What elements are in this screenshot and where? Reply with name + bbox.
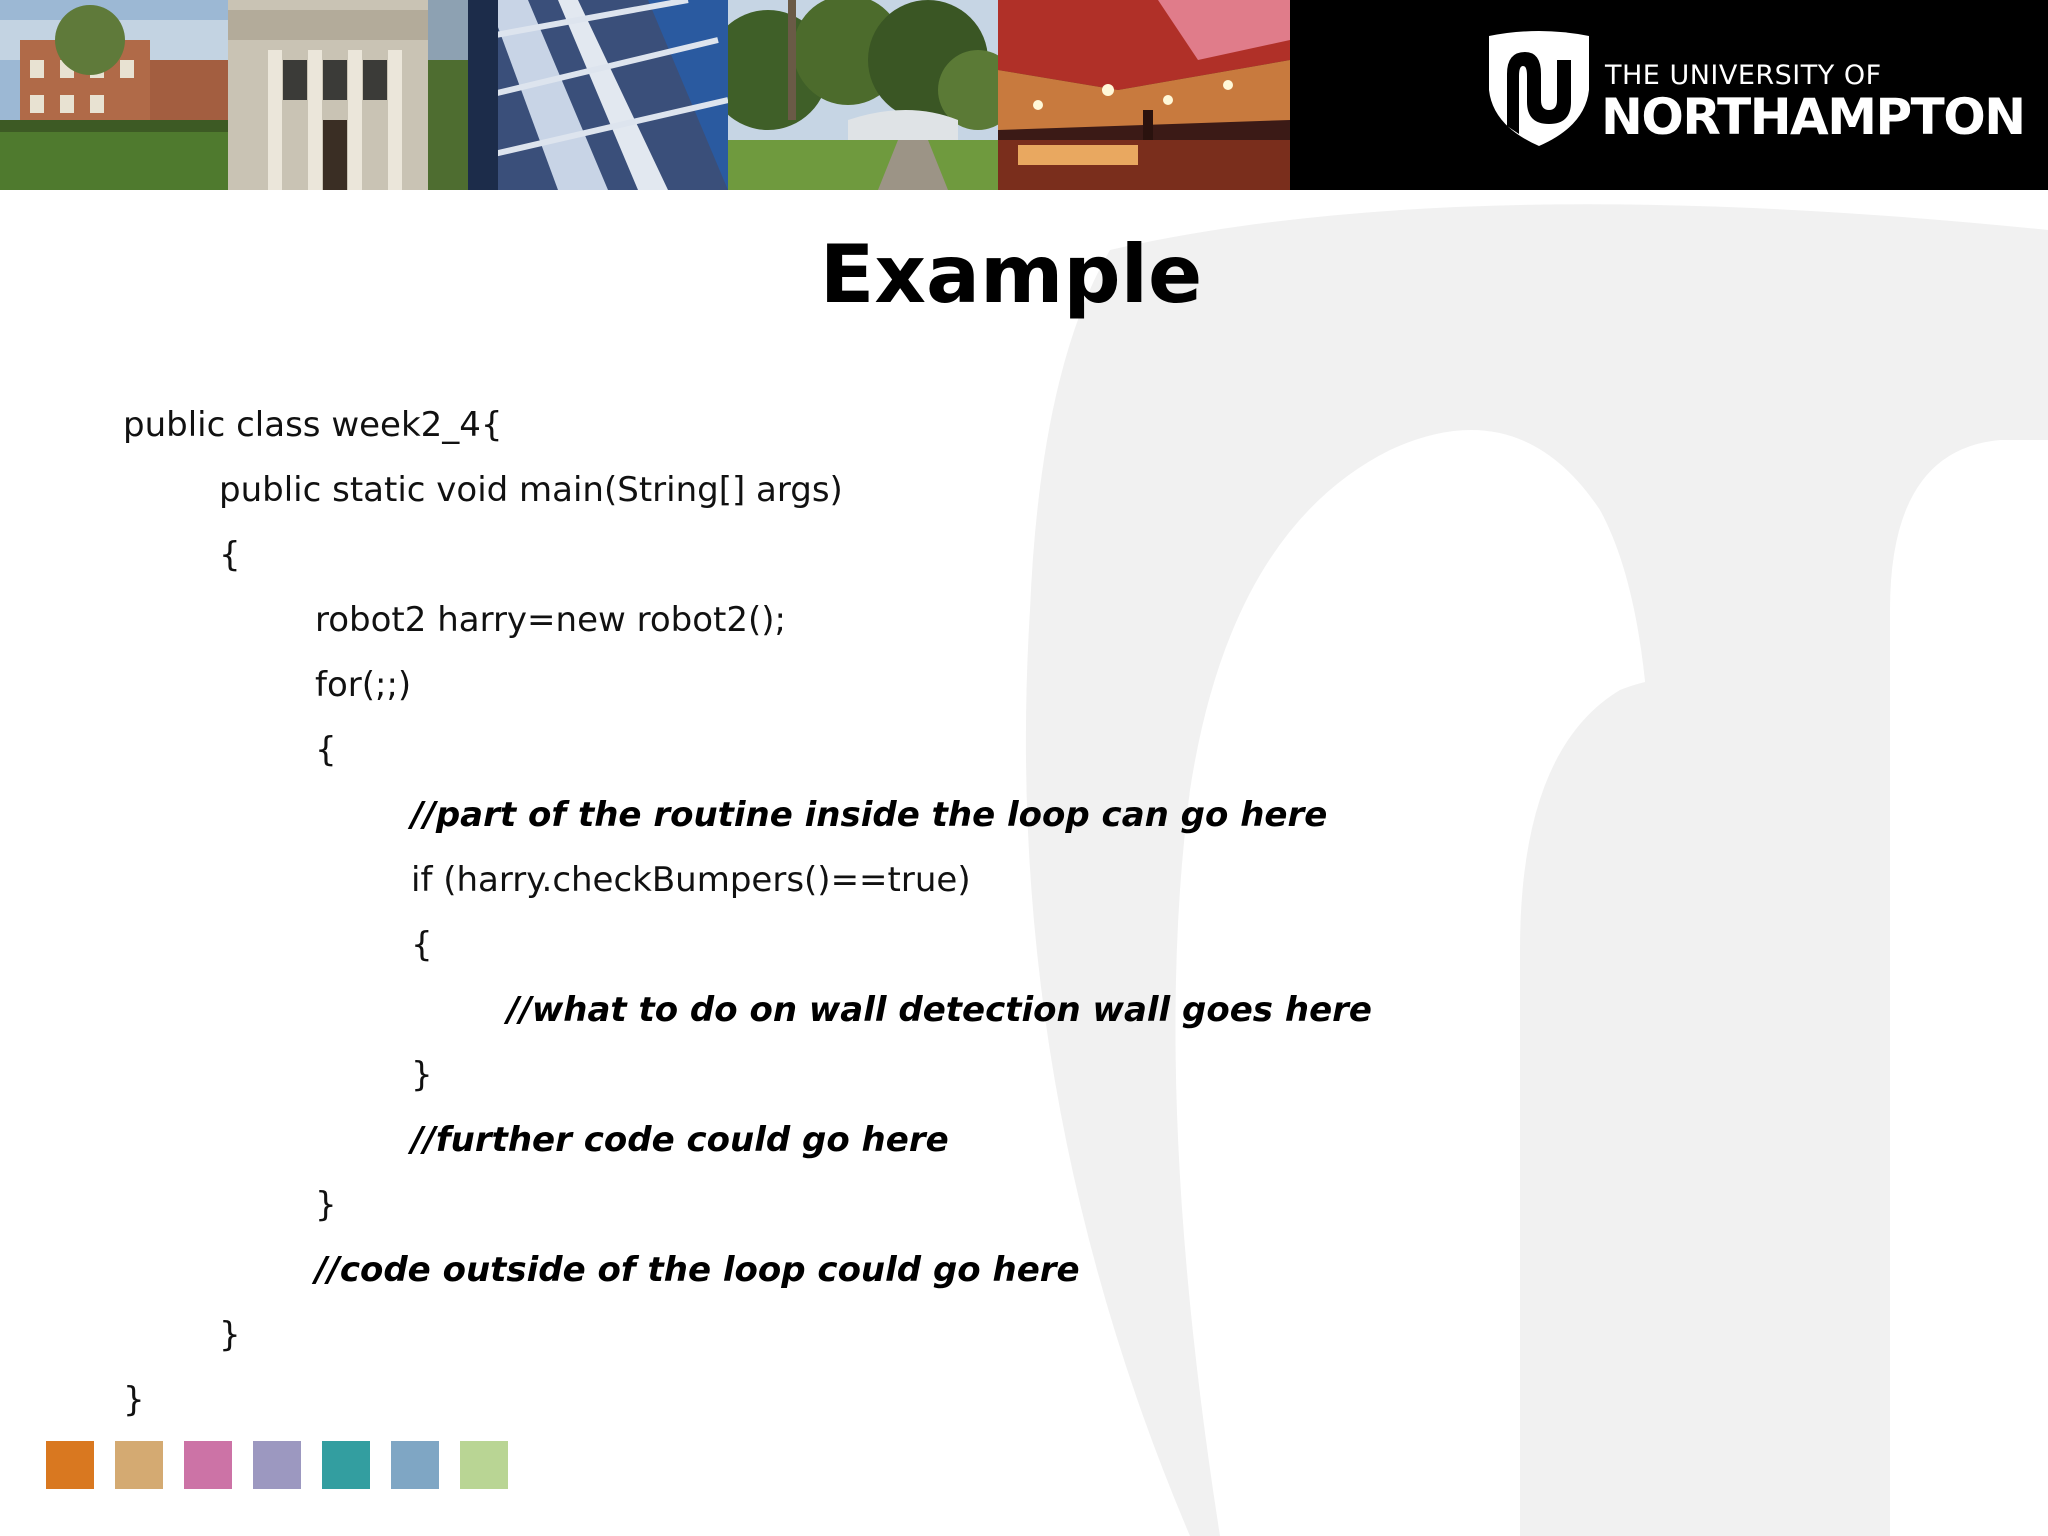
- code-line: }: [315, 1185, 337, 1225]
- header-banner: [0, 0, 2048, 190]
- code-line: }: [219, 1315, 241, 1355]
- pillared-building-photo: [228, 0, 468, 190]
- slide-title: Example: [819, 228, 1203, 321]
- campus-building-photo: [0, 0, 228, 190]
- code-line: {: [411, 925, 433, 965]
- university-logo: [1485, 30, 2025, 150]
- palette-swatch: [184, 1441, 232, 1489]
- logo-text-line1: THE UNIVERSITY OF: [1605, 60, 1882, 91]
- code-line: public static void main(String[] args): [219, 470, 843, 510]
- palette-swatch: [460, 1441, 508, 1489]
- campus-trees-photo: [728, 0, 998, 190]
- palette-swatch: [46, 1441, 94, 1489]
- code-line: {: [219, 535, 241, 575]
- logo-text-line2: NORTHAMPTON: [1601, 88, 2025, 146]
- code-comment-line: //further code could go here: [411, 1120, 949, 1160]
- code-line: public class week2_4{: [123, 405, 503, 445]
- palette-swatch: [391, 1441, 439, 1489]
- code-comment-line: //part of the routine inside the loop can go here: [411, 795, 1328, 835]
- code-line: if (harry.checkBumpers()==true): [411, 860, 971, 900]
- code-line: for(;;): [315, 665, 412, 705]
- code-comment-line: //what to do on wall detection wall goes here: [507, 990, 1372, 1030]
- university-logo-watermark: [960, 190, 2048, 1536]
- code-line: robot2 harry=new robot2();: [315, 600, 786, 640]
- code-line: }: [411, 1055, 433, 1095]
- palette-swatch: [115, 1441, 163, 1489]
- code-line: {: [315, 730, 337, 770]
- lit-canopy-photo: [998, 0, 1290, 190]
- glass-facade-photo: [468, 0, 728, 190]
- code-line: }: [123, 1380, 145, 1420]
- university-crest-icon: [1485, 30, 1593, 148]
- palette-swatch: [253, 1441, 301, 1489]
- code-comment-line: //code outside of the loop could go here: [315, 1250, 1080, 1290]
- palette-swatch: [322, 1441, 370, 1489]
